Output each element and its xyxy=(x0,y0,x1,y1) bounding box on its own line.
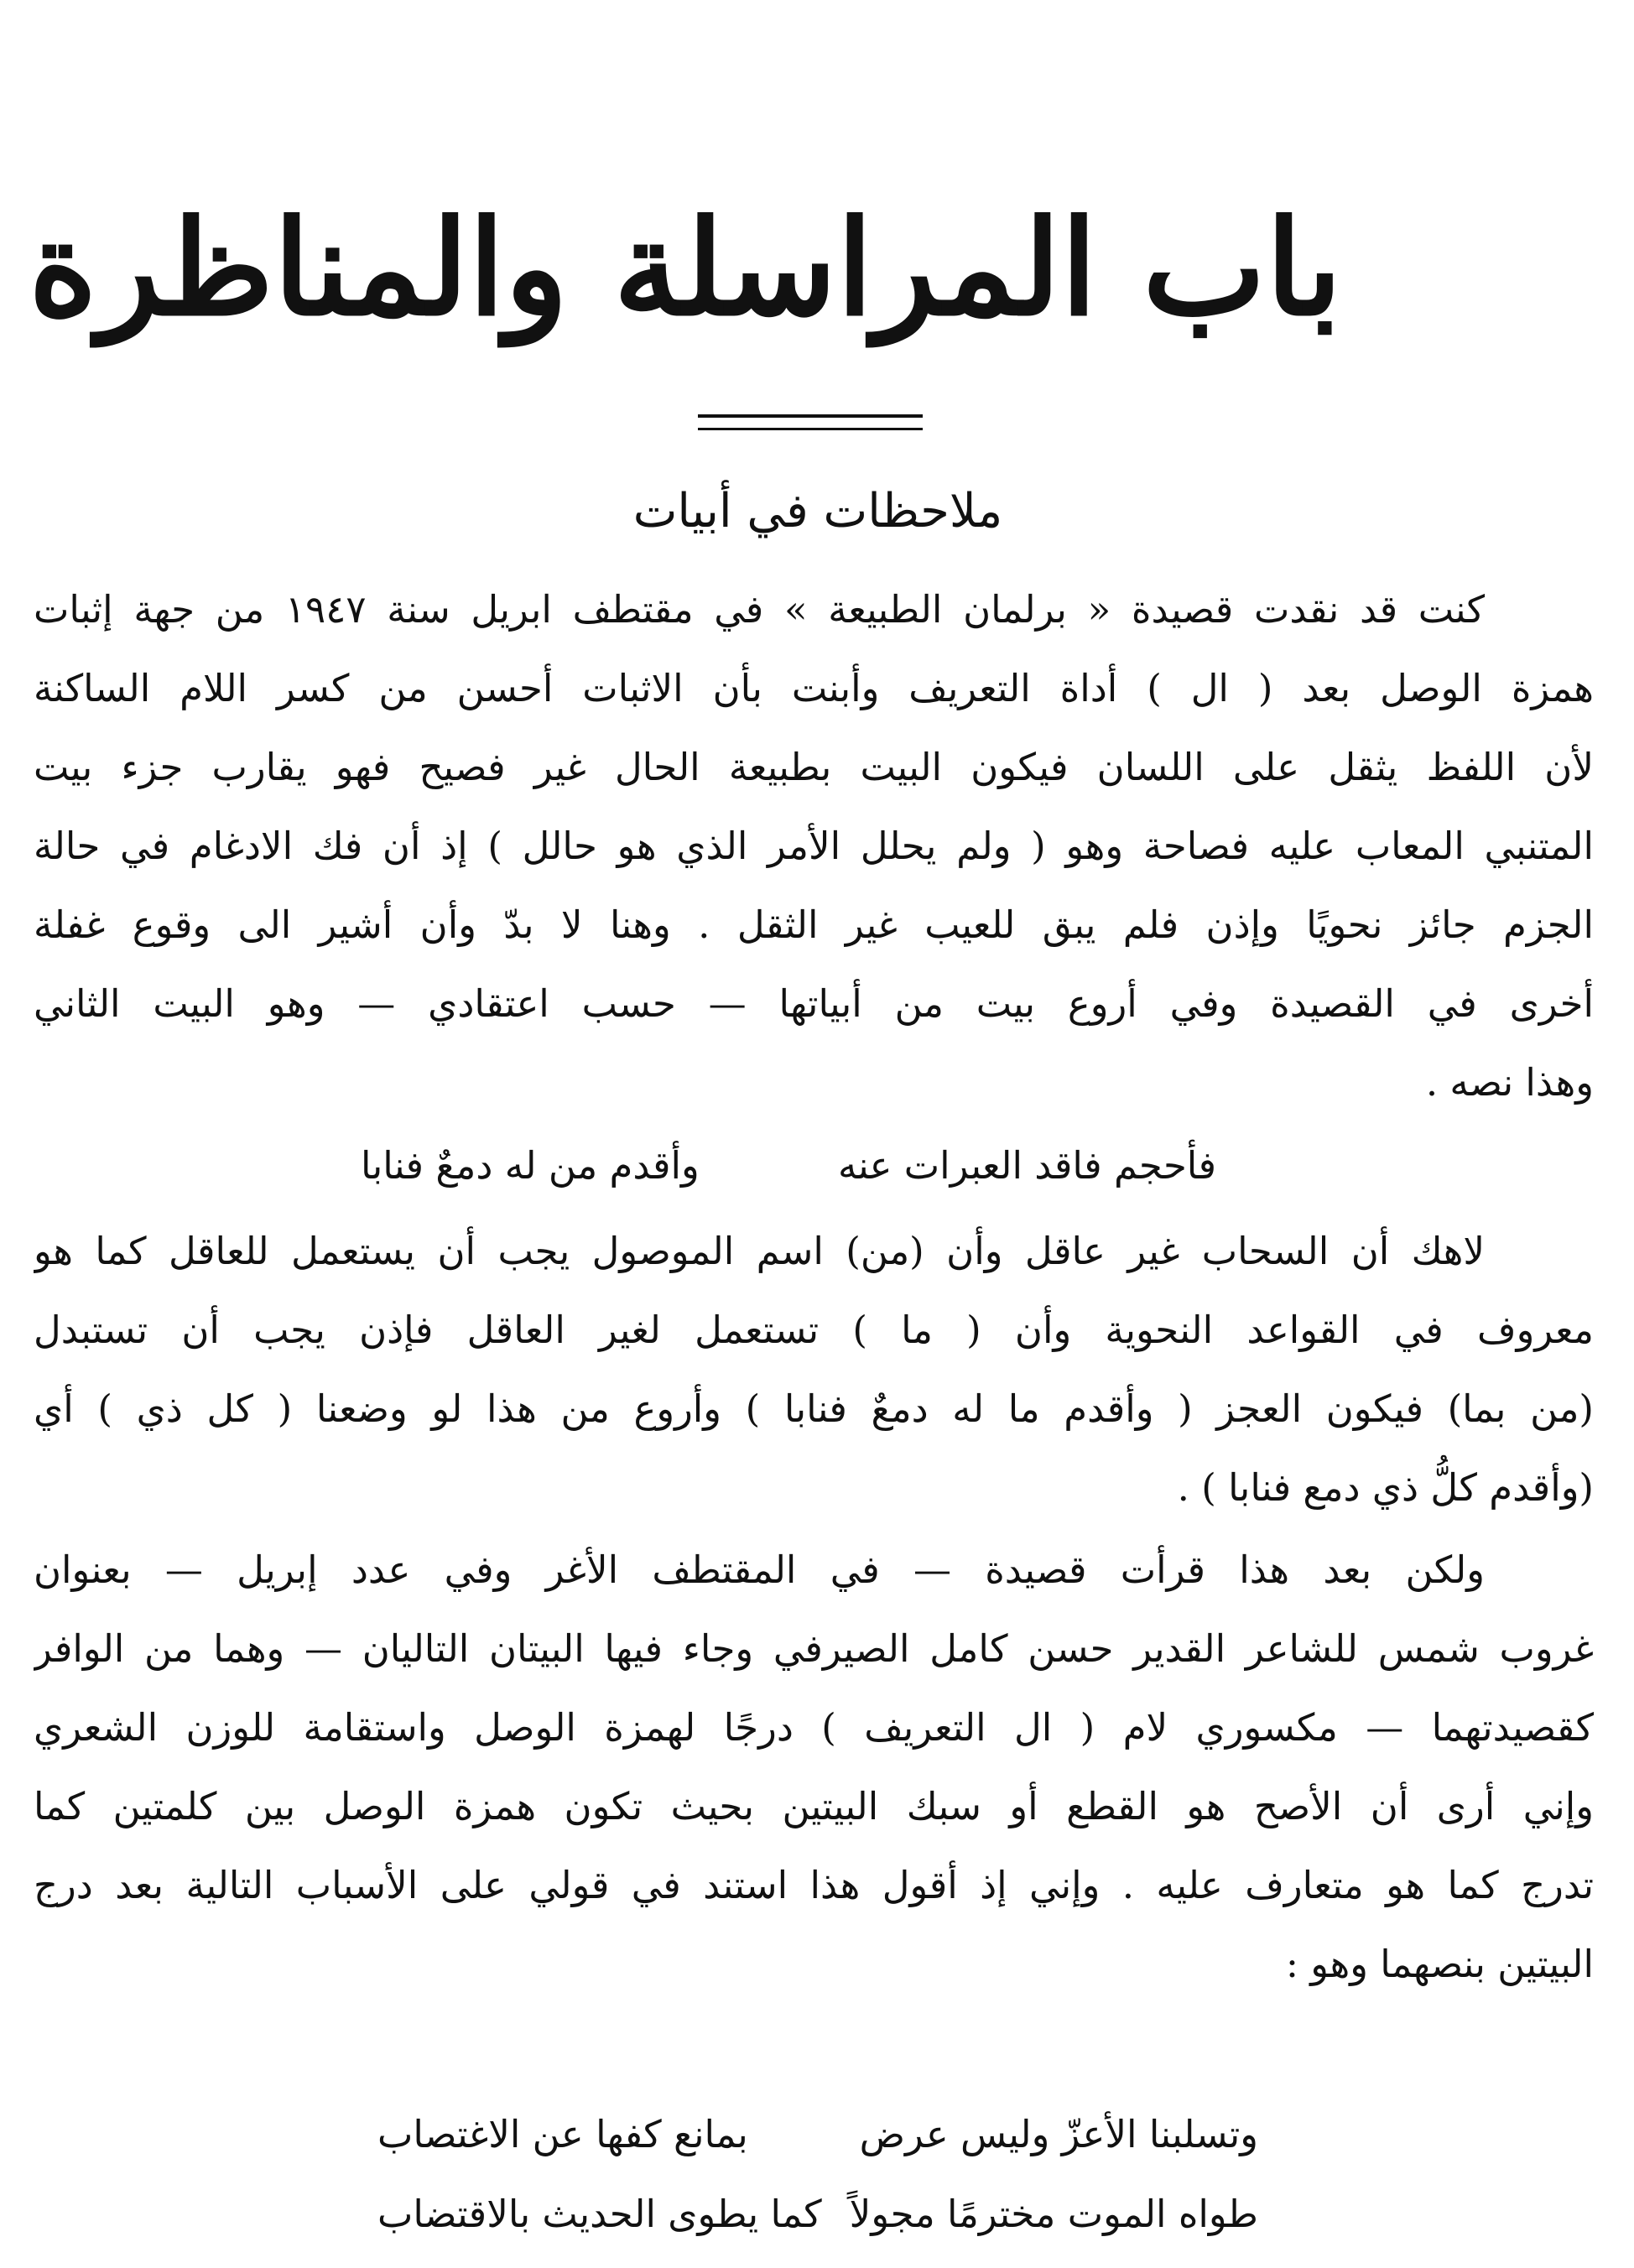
verse-line xyxy=(377,2097,1258,2172)
text-line: كنت قد نقدت قصيدة « برلمان الطبيعة » في مقتطف ابريل سنة ١٩٤٧ من جهة إثبات xyxy=(34,587,1485,632)
verse-second-hemistich: كما يطوى الحديث بالاقتضاب xyxy=(377,2192,822,2236)
text-line: كقصيدتهما — مكسوري لام ( ال التعريف ) درجًا لهمزة الوصل واستقامة للوزن الشعري xyxy=(34,1705,1594,1750)
text-line: البيتين بنصهما وهو : xyxy=(1285,1942,1594,1986)
article-title: ملاحظات في أبيات xyxy=(632,484,1003,538)
text-line: الجزم جائز نحويًا وإذن فلم يبق للعيب غير الثقل . وهنا لا بدّ وأن أشير الى وقوع غفلة xyxy=(34,903,1594,947)
text-line: (من بما) فيكون العجز ( وأقدم ما له دمعٌ فنابا ) وأروع من هذا لو وضعنا ( كل ذي ) أي xyxy=(34,1386,1594,1431)
section-masthead: باب المراسلة والمناظرة xyxy=(29,191,1342,345)
verse-line xyxy=(361,1128,1216,1204)
text-line: (وأقدم كلُّ ذي دمع فنابا ) . xyxy=(1177,1465,1594,1510)
title-divider-second xyxy=(698,428,923,430)
paragraph-2 xyxy=(34,1212,1594,1527)
text-line: وهذا نصه . xyxy=(1425,1060,1594,1105)
verse-second-hemistich: بمانع كفها عن الاغتصاب xyxy=(377,2112,748,2156)
text-line: لاهك أن السحاب غير عاقل وأن (من) اسم الموصول يجب أن يستعمل للعاقل كما هو xyxy=(34,1229,1485,1273)
paragraph-3 xyxy=(34,1531,1594,2004)
text-line: همزة الوصل بعد ( ال ) أداة التعريف وأبنت بأن الاثبات أحسن من كسر اللام الساكنة xyxy=(34,666,1594,710)
verse-second-hemistich: وأقدم من له دمعٌ فنابا xyxy=(361,1143,700,1188)
verse-first-hemistich: وتسلبنا الأعزّ وليس عرض xyxy=(859,2112,1258,2156)
text-line: ولكن بعد هذا قرأت قصيدة — في المقتطف الأغر وفي عدد إبريل — بعنوان xyxy=(34,1548,1485,1592)
paragraph-1 xyxy=(34,570,1594,1122)
verse-first-hemistich: طواه الموت مخترمًا مجولاً xyxy=(849,2192,1258,2236)
verse-line xyxy=(377,2177,1258,2252)
text-line: تدرج كما هو متعارف عليه . وإني إذ أقول هذا استند في قولي على الأسباب التالية بعد درج xyxy=(34,1863,1594,1907)
text-line: أخرى في القصيدة وفي أروع بيت من أبياتها — حسب اعتقادي — وهو البيت الثاني xyxy=(34,981,1594,1026)
text-line: معروف في القواعد النحوية وأن ( ما ) تستعمل لغير العاقل فإذن يجب أن تستبدل xyxy=(34,1308,1594,1352)
text-line: لأن اللفظ يثقل على اللسان فيكون البيت بطبيعة الحال غير فصيح فهو يقارب جزء بيت xyxy=(34,745,1594,789)
text-line: المتنبي المعاب عليه فصاحة وهو ( ولم يحلل الأمر الذي هو حالل ) إذ أن فك الادغام في حالة xyxy=(34,824,1594,868)
title-divider xyxy=(698,414,923,418)
text-line: وإني أرى أن الأصح هو القطع أو سبك البيتين بحيث تكون همزة الوصل بين كلمتين كما xyxy=(34,1784,1594,1828)
verse-first-hemistich: فأحجم فاقد العبرات عنه xyxy=(837,1143,1216,1188)
text-line: غروب شمس للشاعر القدير حسن كامل الصيرفي وجاء فيها البيتان التاليان — وهما من الوافر xyxy=(34,1626,1594,1671)
